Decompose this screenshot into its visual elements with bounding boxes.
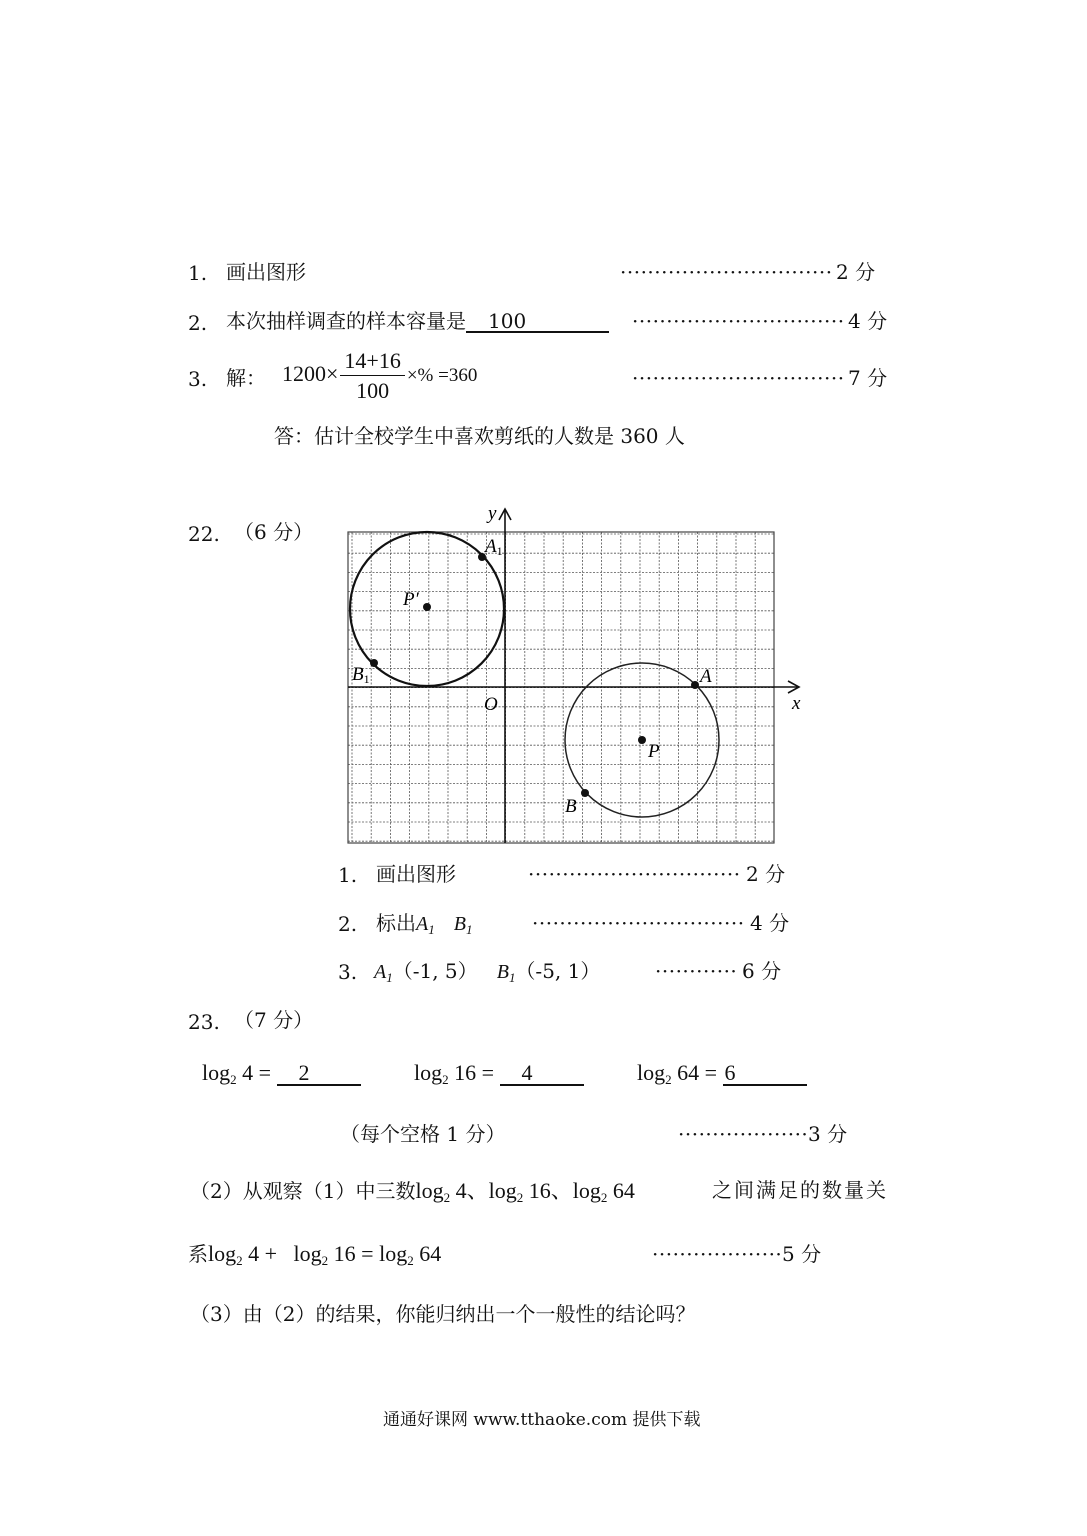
- q22-item1-score: 2 分: [746, 862, 786, 886]
- q22-item2-num: 2.: [338, 912, 358, 936]
- page-footer: 通通好课网 www.tthaoke.com 提供下载: [383, 1410, 701, 1430]
- q22-item1-dots: ·······························: [528, 862, 741, 886]
- log-2-arg: 16 =: [454, 1060, 495, 1085]
- expr-log1: log: [415, 1178, 444, 1203]
- q23-part2-line1: [190, 1180, 635, 1204]
- part2-xi: 系: [188, 1242, 208, 1266]
- q22-item2-text: [376, 913, 473, 936]
- rel-arg2: 16 =: [333, 1241, 374, 1266]
- point-b: [581, 789, 589, 797]
- item2-label: 本次抽样调查的样本容量是: [226, 309, 466, 333]
- rel-arg3: 64: [419, 1241, 442, 1266]
- coord-a1-letter: A: [374, 961, 387, 983]
- item3-num: 3.: [188, 367, 208, 391]
- log-equation-3: [637, 1062, 807, 1086]
- point-p-prime: [423, 603, 431, 611]
- label-a1: [416, 913, 435, 935]
- coord-a1-sub: 1: [386, 970, 393, 985]
- coordinate-graph: [340, 500, 810, 850]
- rel-arg1: 4 +: [248, 1241, 278, 1266]
- log-1-base: 2: [230, 1072, 237, 1087]
- coord-b1-letter: B: [496, 961, 509, 983]
- item2-text: [226, 311, 609, 333]
- expr-arg3: 64: [612, 1178, 635, 1203]
- log-2-answer: 4: [500, 1062, 584, 1086]
- coord-a1-value: （-1, 5）: [392, 959, 478, 983]
- coord-b1-sub: 1: [508, 970, 516, 985]
- item1-score: 2 分: [836, 260, 876, 284]
- q22-item1-text: 画出图形: [376, 862, 456, 886]
- expr-log3: log: [572, 1178, 601, 1203]
- y-axis-label: y: [488, 503, 497, 524]
- part2-continuation: 之间满足的数量关: [712, 1178, 888, 1202]
- coord-b1-value: （-5, 1）: [515, 959, 601, 983]
- log-3-func: log: [637, 1060, 666, 1085]
- fraction-numerator: 14+16: [340, 350, 404, 376]
- point-p: [638, 736, 646, 744]
- expr-arg2: 16、: [528, 1178, 573, 1203]
- expr-base2: 2: [516, 1190, 524, 1205]
- part2-relation: [208, 1241, 441, 1266]
- log-3-arg: 64 =: [677, 1060, 718, 1085]
- a1-subscript: 1: [496, 544, 503, 558]
- origin-label: O: [484, 694, 498, 715]
- x-axis-label: x: [792, 693, 801, 714]
- item1-dots: ·······························: [620, 260, 833, 284]
- expr-base1: 2: [443, 1190, 451, 1205]
- label-b1-sub: 1: [466, 922, 473, 937]
- a1-letter: A: [485, 536, 497, 557]
- q23-part2-line2: [188, 1243, 441, 1267]
- item3-formula: [282, 350, 477, 402]
- q23-note-dots: ···················: [678, 1122, 809, 1146]
- b1-label: [352, 664, 370, 686]
- rel-log3: log: [379, 1241, 408, 1266]
- log-1-func: log: [202, 1060, 231, 1085]
- coord-b1: [497, 961, 516, 983]
- q22-item3-dots: ············: [655, 959, 738, 983]
- part2-dots: ···················: [652, 1242, 783, 1266]
- log-3-answer: 6: [723, 1062, 807, 1086]
- label-b1: [454, 913, 473, 935]
- formula-post: ×% =360: [406, 365, 478, 387]
- p-prime-label: P′: [403, 589, 419, 610]
- a1-label: [483, 536, 503, 558]
- answer-text: 答：估计全校学生中喜欢剪纸的人数是 360 人: [274, 424, 685, 448]
- q22-item2-dots: ·······························: [532, 911, 745, 935]
- q22-item3-score: 6 分: [742, 959, 782, 983]
- p-label: P: [648, 741, 660, 762]
- label-b1-letter: B: [453, 913, 467, 935]
- rel-log2: log: [293, 1241, 322, 1266]
- item2-num: 2.: [188, 311, 208, 335]
- item2-score: 4 分: [848, 309, 888, 333]
- q23-note-score: 3 分: [808, 1122, 848, 1146]
- b1-letter: B: [352, 664, 364, 685]
- log-equation-1: [202, 1062, 361, 1086]
- fraction: [340, 350, 404, 402]
- q22-item2-score: 4 分: [750, 911, 790, 935]
- rel-base2: 2: [321, 1253, 329, 1268]
- item2-dots: ·······························: [632, 309, 845, 333]
- rel-base3: 2: [407, 1253, 414, 1268]
- part2-intro: （2）从观察（1）中三数: [190, 1179, 416, 1203]
- rel-log1: log: [208, 1241, 237, 1266]
- item3-dots: ·······························: [632, 366, 845, 390]
- expr-arg1: 4、: [455, 1178, 489, 1203]
- item3-score: 7 分: [848, 366, 888, 390]
- item3-label: 解：: [226, 366, 266, 390]
- coord-a1: [374, 961, 393, 983]
- log-1-arg: 4 =: [242, 1060, 272, 1085]
- item1-text: 画出图形: [226, 260, 306, 284]
- log-2-base: 2: [442, 1072, 449, 1087]
- q22-item1-num: 1.: [338, 863, 358, 887]
- q22-number: 22.: [188, 522, 220, 546]
- expr-base3: 2: [600, 1190, 608, 1205]
- item1-num: 1.: [188, 261, 208, 285]
- q23-points: （7 分）: [234, 1008, 314, 1032]
- formula-pre: 1200×: [282, 361, 339, 387]
- label-a1-letter: A: [416, 913, 429, 935]
- sample-size-blank: 100: [466, 311, 609, 333]
- q22-item2-label: 标出: [376, 911, 416, 935]
- q22-item3-num: 3.: [338, 960, 358, 984]
- log-equation-2: [414, 1062, 584, 1086]
- a-label: A: [700, 666, 712, 687]
- q22-item3-text: [374, 961, 600, 984]
- q23-part3: （3）由（2）的结果，你能归纳出一个一般性的结论吗？: [190, 1302, 696, 1326]
- part2-expression: [415, 1178, 634, 1203]
- point-b1: [370, 659, 378, 667]
- point-a: [691, 681, 699, 689]
- rel-base1: 2: [236, 1253, 243, 1268]
- q23-number: 23.: [188, 1010, 220, 1034]
- b1-subscript: 1: [363, 672, 370, 686]
- part2-score: 5 分: [782, 1242, 822, 1266]
- label-a1-sub: 1: [428, 922, 435, 937]
- q22-points: （6 分）: [234, 520, 314, 544]
- b-label: B: [565, 796, 577, 817]
- log-1-answer: 2: [277, 1062, 361, 1086]
- q23-note: （每个空格 1 分）: [340, 1122, 506, 1146]
- log-2-func: log: [414, 1060, 443, 1085]
- log-3-base: 2: [665, 1072, 672, 1087]
- fraction-denominator: 100: [356, 378, 390, 403]
- expr-log2: log: [488, 1178, 517, 1203]
